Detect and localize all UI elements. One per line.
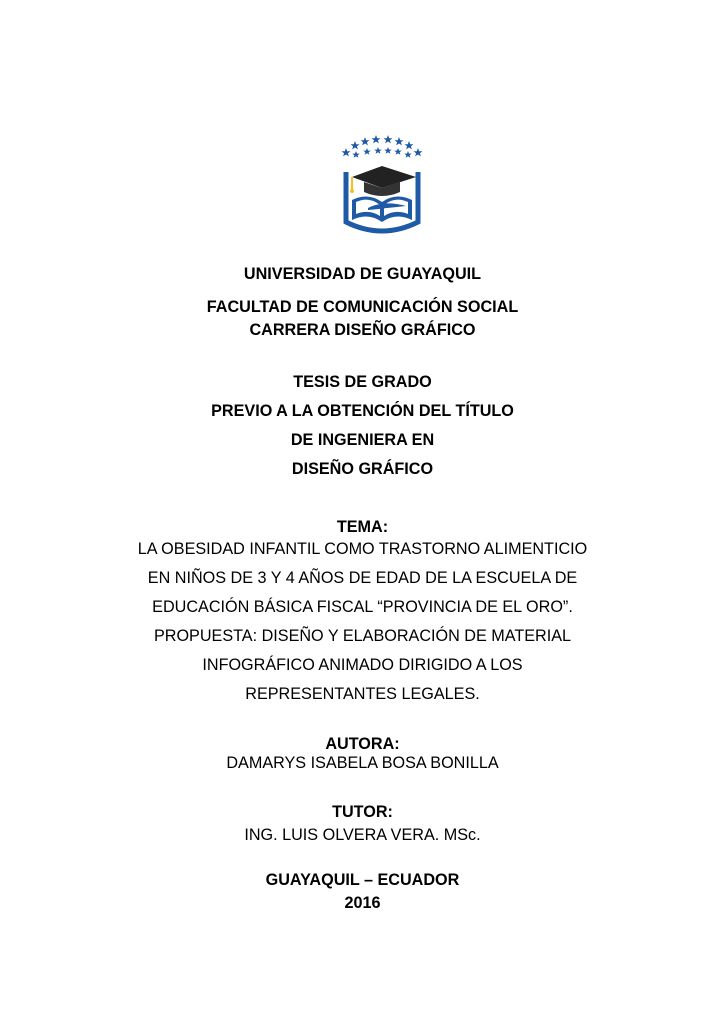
university-name: UNIVERSIDAD DE GUAYAQUIL (243, 265, 482, 283)
thesis-purpose-line2: DE INGENIERA EN (290, 431, 435, 449)
star-icon (405, 141, 414, 149)
star-icon (361, 137, 370, 145)
star-icon (395, 137, 404, 145)
topic-line: REPRESENTANTES LEGALES. (245, 685, 480, 703)
star-icon (342, 148, 351, 156)
topic-line: LA OBESIDAD INFANTIL COMO TRASTORNO ALIMENTICIO (137, 540, 588, 558)
topic-label: TEMA: (336, 518, 389, 536)
topic-line: INFOGRÁFICO ANIMADO DIRIGIDO A LOS (202, 656, 523, 674)
star-icon (372, 135, 381, 143)
year: 2016 (344, 894, 381, 912)
tutor-label: TUTOR: (332, 803, 393, 821)
star-icon (374, 147, 382, 154)
star-icon (384, 147, 392, 154)
star-icon (352, 151, 360, 158)
tutor-name: ING. LUIS OLVERA VERA. MSc. (244, 826, 481, 844)
star-icon (351, 141, 360, 149)
author-label: AUTORA: (325, 735, 400, 753)
star-icon (363, 148, 371, 155)
star-icon (414, 148, 423, 156)
thesis-purpose-line1: PREVIO A LA OBTENCIÓN DEL TÍTULO (211, 402, 514, 420)
faculty-name: FACULTAD DE COMUNICACIÓN SOCIAL (206, 298, 519, 316)
author-name: DAMARYS ISABELA BOSA BONILLA (226, 754, 499, 772)
topic-line: PROPUESTA: DISEÑO Y ELABORACIÓN DE MATERIAL (153, 627, 572, 645)
star-icon (394, 148, 402, 155)
thesis-purpose-line3: DISEÑO GRÁFICO (291, 460, 434, 478)
topic-line: EN NIÑOS DE 3 Y 4 AÑOS DE EDAD DE LA ESCUELA DE (147, 569, 578, 587)
star-icon (384, 135, 393, 143)
location: GUAYAQUIL – ECUADOR (265, 871, 460, 889)
career-name: CARRERA DISEÑO GRÁFICO (249, 321, 476, 339)
star-icon (404, 151, 412, 158)
thesis-type: TESIS DE GRADO (293, 373, 432, 391)
topic-line: EDUCACIÓN BÁSICA FISCAL “PROVINCIA DE EL ORO”. (152, 598, 573, 616)
university-crest-icon (338, 130, 426, 236)
